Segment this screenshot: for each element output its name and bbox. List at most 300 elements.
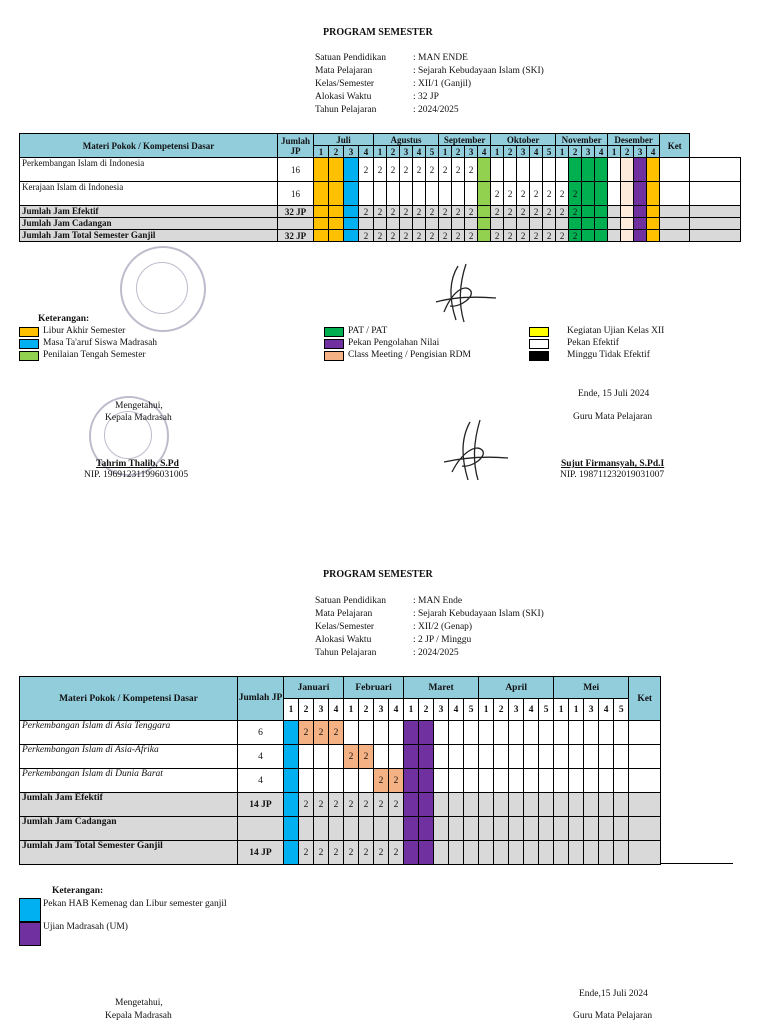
week-cell: 2 [569, 206, 582, 218]
table-row [20, 793, 661, 817]
week-cell [464, 793, 479, 817]
week-cell [634, 182, 647, 206]
week-cell [478, 206, 491, 218]
legend-label: Masa Ta'aruf Siswa Madrasah [43, 338, 158, 348]
week-header: 4 [478, 146, 491, 158]
week-header: 4 [599, 699, 614, 721]
week-cell [554, 841, 569, 865]
week-cell [634, 218, 647, 230]
week-cell [299, 817, 314, 841]
week-header: 5 [426, 146, 439, 158]
week-cell [660, 230, 690, 242]
info-label: Tahun Pelajaran [315, 648, 377, 658]
week-cell [329, 218, 344, 230]
week-cell [569, 769, 584, 793]
row-label: Jumlah Jam Cadangan [20, 817, 238, 841]
week-cell [344, 769, 359, 793]
info-value: : 2024/2025 [413, 648, 459, 658]
week-cell [569, 841, 584, 865]
week-cell [449, 841, 464, 865]
week-cell [284, 745, 299, 769]
teacher-name: Sujut Firmansyah, S.Pd.I [561, 459, 665, 469]
row-ket [690, 206, 741, 218]
week-cell [629, 745, 661, 769]
week-header: 3 [465, 146, 478, 158]
week-cell [614, 793, 629, 817]
week-cell [404, 817, 419, 841]
teacher-signature-2 [440, 418, 510, 484]
week-header: 4 [389, 699, 404, 721]
week-cell [660, 218, 690, 230]
legend-label: Libur Akhir Semester [43, 326, 126, 336]
week-cell: 2 [504, 182, 517, 206]
week-cell [517, 218, 530, 230]
row-label: Perkembangan Islam di Asia-Afrika [20, 745, 238, 769]
row-label: Jumlah Jam Cadangan [20, 218, 278, 230]
week-cell [584, 721, 599, 745]
week-cell [479, 793, 494, 817]
week-cell [556, 158, 569, 182]
week-cell [344, 218, 359, 230]
week-cell: 2 [314, 793, 329, 817]
week-cell [660, 206, 690, 218]
info-label: Kelas/Semester [315, 79, 375, 89]
week-cell [404, 793, 419, 817]
month-header: Oktober [491, 134, 556, 146]
row-jp: 32 JP [278, 206, 314, 218]
week-header: 3 [517, 146, 530, 158]
week-cell: 2 [389, 841, 404, 865]
page2-info [315, 595, 544, 660]
week-cell [314, 206, 329, 218]
week-cell [584, 745, 599, 769]
week-cell [647, 158, 660, 182]
week-cell [595, 158, 608, 182]
row-label: Jumlah Jam Efektif [20, 793, 238, 817]
week-cell: 2 [556, 182, 569, 206]
sign-date: Ende, 15 Juli 2024 [578, 389, 650, 399]
week-cell: 2 [569, 230, 582, 242]
approval-text: Mengetahui, [115, 401, 163, 411]
legend-label: Minggu Tidak Efektif [567, 350, 650, 360]
week-cell: 2 [413, 230, 426, 242]
row-jp [278, 218, 314, 230]
week-cell [569, 745, 584, 769]
week-cell [599, 745, 614, 769]
week-cell [284, 793, 299, 817]
week-cell [449, 745, 464, 769]
week-cell [329, 817, 344, 841]
legend-swatch [529, 327, 549, 337]
week-cell [539, 817, 554, 841]
legend-swatch [19, 327, 39, 337]
week-cell [329, 230, 344, 242]
week-cell [599, 817, 614, 841]
week-cell: 2 [465, 206, 478, 218]
info-value: : MAN Ende [413, 596, 463, 606]
info-value: : Sejarah Kebudayaan Islam (SKI) [413, 66, 544, 76]
week-cell [621, 182, 634, 206]
teacher-role: Guru Mata Pelajaran [573, 412, 653, 422]
week-cell [419, 793, 434, 817]
week-cell [584, 769, 599, 793]
info-label: Kelas/Semester [315, 622, 375, 632]
week-cell [329, 745, 344, 769]
week-cell [449, 793, 464, 817]
week-cell: 2 [344, 745, 359, 769]
approval-text-2: Mengetahui, [115, 998, 163, 1008]
month-header: Desember [608, 134, 660, 146]
info-label: Tahun Pelajaran [315, 105, 377, 115]
week-cell: 2 [400, 158, 413, 182]
week-cell [374, 218, 387, 230]
week-header: 1 [491, 146, 504, 158]
page1-info [315, 52, 544, 117]
week-cell: 2 [426, 206, 439, 218]
week-header: 4 [530, 146, 543, 158]
table-row [20, 158, 741, 182]
row-jp: 14 JP [238, 841, 284, 865]
row-jp: 4 [238, 769, 284, 793]
col-jp-header: Jumlah JP [278, 134, 314, 158]
week-cell [419, 841, 434, 865]
week-cell: 2 [329, 721, 344, 745]
month-header: April [479, 677, 554, 699]
page1-title: PROGRAM SEMESTER [323, 27, 433, 38]
week-header: 3 [400, 146, 413, 158]
week-cell: 2 [413, 206, 426, 218]
legend-label: Class Meeting / Pengisian RDM [348, 350, 471, 360]
week-cell [629, 793, 661, 817]
week-cell [434, 793, 449, 817]
week-cell: 2 [359, 745, 374, 769]
week-header: 4 [413, 146, 426, 158]
week-cell: 2 [452, 206, 465, 218]
week-cell [608, 158, 621, 182]
week-cell: 2 [359, 158, 374, 182]
week-header: 5 [543, 146, 556, 158]
week-cell [389, 745, 404, 769]
week-cell [509, 745, 524, 769]
week-cell [595, 230, 608, 242]
row-jp: 16 [278, 182, 314, 206]
week-header: 2 [452, 146, 465, 158]
week-cell: 2 [374, 158, 387, 182]
week-cell [584, 817, 599, 841]
week-cell [569, 817, 584, 841]
week-cell [582, 182, 595, 206]
week-cell [465, 182, 478, 206]
week-cell [543, 158, 556, 182]
week-cell [524, 841, 539, 865]
week-cell [299, 769, 314, 793]
week-header: 2 [494, 699, 509, 721]
week-cell [465, 218, 478, 230]
week-cell: 2 [389, 769, 404, 793]
week-header: 3 [582, 146, 595, 158]
week-cell [419, 817, 434, 841]
week-cell: 2 [374, 841, 389, 865]
legend-label: PAT / PAT [348, 326, 388, 336]
info-value: : MAN ENDE [413, 53, 468, 63]
week-cell: 2 [329, 841, 344, 865]
week-cell [629, 841, 661, 865]
week-cell: 2 [439, 230, 452, 242]
week-cell [314, 817, 329, 841]
week-cell: 2 [299, 841, 314, 865]
week-cell [434, 817, 449, 841]
week-cell [608, 230, 621, 242]
week-cell [554, 817, 569, 841]
week-cell: 2 [374, 230, 387, 242]
week-header: 2 [419, 699, 434, 721]
info-label: Mata Pelajaran [315, 66, 373, 76]
week-header: 1 [314, 146, 329, 158]
week-cell [629, 721, 661, 745]
info-label: Mata Pelajaran [315, 609, 373, 619]
week-cell [478, 230, 491, 242]
week-cell [359, 769, 374, 793]
week-cell: 2 [517, 182, 530, 206]
row-label: Jumlah Jam Efektif [20, 206, 278, 218]
week-cell [599, 793, 614, 817]
week-cell: 2 [569, 182, 582, 206]
week-header: 1 [439, 146, 452, 158]
week-cell [419, 721, 434, 745]
week-cell [404, 721, 419, 745]
week-cell [400, 182, 413, 206]
teacher-role-2: Guru Mata Pelajaran [573, 1011, 653, 1021]
table-row [20, 841, 661, 865]
week-cell [582, 218, 595, 230]
week-cell [387, 218, 400, 230]
week-cell [621, 218, 634, 230]
week-cell [647, 218, 660, 230]
week-cell: 2 [556, 206, 569, 218]
week-cell [524, 721, 539, 745]
table-row [20, 206, 741, 218]
week-cell: 2 [387, 158, 400, 182]
row-jp: 32 JP [278, 230, 314, 242]
week-cell [439, 182, 452, 206]
row-ket [690, 158, 741, 182]
week-cell [344, 158, 359, 182]
week-cell [452, 182, 465, 206]
week-cell [614, 841, 629, 865]
month-header: Maret [404, 677, 479, 699]
week-cell [599, 721, 614, 745]
week-header: 4 [524, 699, 539, 721]
week-cell [387, 182, 400, 206]
week-cell: 2 [344, 793, 359, 817]
week-cell [524, 745, 539, 769]
month-header: Mei [554, 677, 629, 699]
week-header: 4 [329, 699, 344, 721]
week-cell [556, 218, 569, 230]
month-header: Juli [314, 134, 374, 146]
week-header: 4 [449, 699, 464, 721]
week-cell [509, 817, 524, 841]
row-label: Jumlah Jam Total Semester Ganjil [20, 841, 238, 865]
week-cell [599, 841, 614, 865]
week-cell: 2 [374, 793, 389, 817]
col-materi-header: Materi Pokok / Kompetensi Dasar [20, 134, 278, 158]
principal-role: Kepala Madrasah [105, 413, 172, 423]
legend-swatch [19, 351, 39, 361]
week-cell [539, 769, 554, 793]
week-cell [359, 721, 374, 745]
week-header: 3 [634, 146, 647, 158]
page2-title: PROGRAM SEMESTER [323, 569, 433, 580]
week-cell [284, 769, 299, 793]
week-cell [329, 206, 344, 218]
week-cell: 2 [374, 206, 387, 218]
week-cell [634, 206, 647, 218]
table-row [20, 769, 661, 793]
legend-swatch [324, 339, 344, 349]
week-cell [452, 218, 465, 230]
madrasah-stamp [120, 246, 206, 332]
week-cell: 2 [491, 182, 504, 206]
week-header: 1 [556, 146, 569, 158]
semester2-table [19, 676, 661, 865]
week-cell [284, 721, 299, 745]
week-cell [584, 793, 599, 817]
week-cell: 2 [299, 793, 314, 817]
week-cell [509, 721, 524, 745]
week-cell: 2 [465, 230, 478, 242]
week-cell: 2 [426, 230, 439, 242]
week-cell [494, 817, 509, 841]
week-cell [479, 721, 494, 745]
week-cell: 2 [530, 230, 543, 242]
week-cell [479, 745, 494, 769]
week-cell [539, 793, 554, 817]
legend-label: Pekan HAB Kemenag dan Libur semester ganjil [43, 899, 227, 909]
week-cell [464, 817, 479, 841]
week-cell [344, 230, 359, 242]
legend-label: Ujian Madrasah (UM) [43, 922, 128, 932]
week-cell: 2 [556, 230, 569, 242]
row-ket [690, 218, 741, 230]
week-cell [504, 218, 517, 230]
week-cell [404, 841, 419, 865]
week-header: 5 [464, 699, 479, 721]
week-cell [582, 158, 595, 182]
week-cell [389, 817, 404, 841]
week-cell [629, 817, 661, 841]
info-value: : Sejarah Kebudayaan Islam (SKI) [413, 609, 544, 619]
week-header: 5 [614, 699, 629, 721]
week-cell: 2 [314, 721, 329, 745]
week-cell [582, 206, 595, 218]
month-header: Agustus [374, 134, 439, 146]
week-cell [299, 745, 314, 769]
week-cell: 2 [465, 158, 478, 182]
week-header: 1 [284, 699, 299, 721]
week-cell [647, 182, 660, 206]
week-cell [621, 158, 634, 182]
info-label: Alokasi Waktu [315, 92, 372, 102]
week-cell: 2 [387, 230, 400, 242]
week-cell [419, 745, 434, 769]
week-header: 1 [374, 146, 387, 158]
week-cell [584, 841, 599, 865]
week-cell: 2 [517, 206, 530, 218]
week-cell [400, 218, 413, 230]
week-cell [464, 769, 479, 793]
week-cell: 2 [374, 769, 389, 793]
legend-swatch [19, 922, 41, 946]
week-cell [569, 721, 584, 745]
row-label: Perkembangan Islam di Asia Tenggara [20, 721, 238, 745]
week-header: 3 [509, 699, 524, 721]
week-cell: 2 [400, 230, 413, 242]
legend-swatch [19, 898, 41, 922]
week-cell [524, 817, 539, 841]
week-header: 3 [374, 699, 389, 721]
week-cell [449, 769, 464, 793]
week-header: 2 [387, 146, 400, 158]
week-cell [314, 769, 329, 793]
week-header: 3 [434, 699, 449, 721]
legend-swatch [324, 327, 344, 337]
week-cell [344, 721, 359, 745]
week-cell [329, 158, 344, 182]
week-cell [509, 793, 524, 817]
row-jp: 4 [238, 745, 284, 769]
week-cell [569, 218, 582, 230]
principal-role-2: Kepala Madrasah [105, 1011, 172, 1021]
week-cell [374, 745, 389, 769]
legend-label: Kegiatan Ujian Kelas XII [567, 326, 665, 336]
week-cell [449, 721, 464, 745]
week-cell [404, 769, 419, 793]
week-cell [608, 182, 621, 206]
week-cell [359, 817, 374, 841]
week-cell [329, 182, 344, 206]
week-cell: 2 [452, 158, 465, 182]
week-cell [554, 793, 569, 817]
week-cell [524, 793, 539, 817]
legend-label: Pekan Efektif [567, 338, 619, 348]
week-cell [359, 218, 374, 230]
col-ket-header: Ket [629, 677, 661, 721]
week-cell: 2 [359, 841, 374, 865]
week-cell [543, 218, 556, 230]
week-cell: 2 [452, 230, 465, 242]
week-header: 4 [359, 146, 374, 158]
week-cell [479, 817, 494, 841]
week-cell [439, 218, 452, 230]
week-cell: 2 [439, 158, 452, 182]
week-cell [494, 841, 509, 865]
week-cell [494, 793, 509, 817]
week-cell [647, 230, 660, 242]
week-cell [449, 817, 464, 841]
week-cell [509, 769, 524, 793]
info-label: Satuan Pendidikan [315, 53, 386, 63]
week-cell [464, 721, 479, 745]
info-label: Alokasi Waktu [315, 635, 372, 645]
week-cell: 2 [359, 230, 374, 242]
week-cell: 2 [359, 206, 374, 218]
week-cell: 2 [389, 793, 404, 817]
week-cell [464, 841, 479, 865]
week-cell: 2 [413, 158, 426, 182]
week-cell: 2 [314, 841, 329, 865]
week-cell [491, 218, 504, 230]
